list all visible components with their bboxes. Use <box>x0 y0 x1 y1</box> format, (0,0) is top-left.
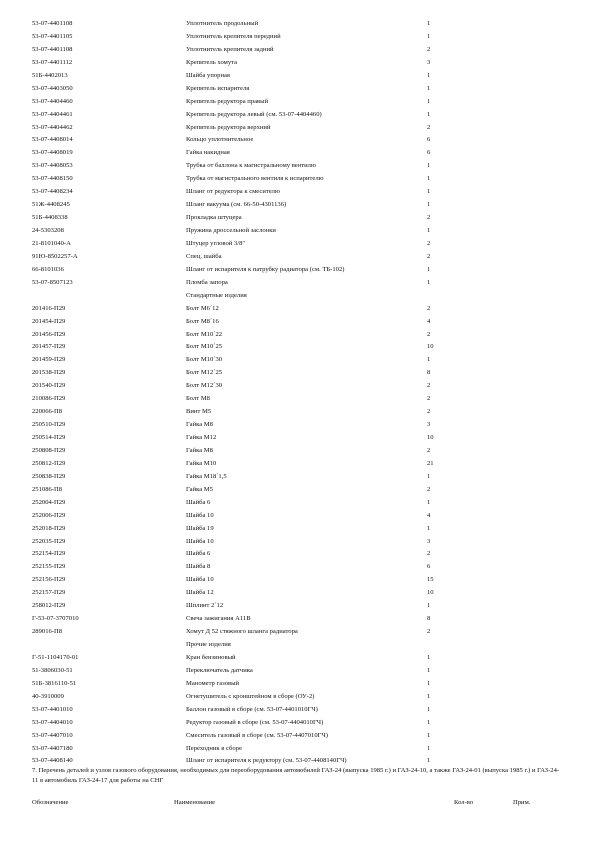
table-row <box>0 18 595 31</box>
table-row <box>0 277 595 290</box>
part-name: Болт М6´12 <box>186 304 219 312</box>
table-row <box>0 587 595 600</box>
part-qty: 8 <box>427 615 431 623</box>
part-code: 201456-П29 <box>32 330 66 338</box>
part-qty: 2 <box>427 214 431 222</box>
part-name: Кольцо уплотнительное <box>186 136 254 144</box>
table-row <box>0 186 595 199</box>
part-code: 53-07-4401108 <box>32 20 73 27</box>
part-qty: 4 <box>427 511 431 519</box>
part-qty: 2 <box>427 123 431 131</box>
part-code: 251086-П8 <box>32 485 63 493</box>
part-qty: 1 <box>427 744 431 752</box>
part-code: 40-3910009 <box>32 692 64 700</box>
table-row <box>0 471 595 484</box>
part-qty: 10 <box>427 343 434 351</box>
part-name: Шланг от испарителя к редуктору (см. 53-07-4408140ГЧ) <box>186 757 347 765</box>
table-row <box>0 561 595 574</box>
table-row <box>0 665 595 678</box>
part-code: 201454-П29 <box>32 317 66 325</box>
part-code: 51Б-3816110-51 <box>32 679 77 687</box>
part-name: Гайка накидная <box>186 149 230 157</box>
part-name: Крепитель редуктора правый <box>186 97 269 105</box>
part-qty: 6 <box>427 149 431 157</box>
part-name: Хомут Д 52 стяжного шланга радиатора <box>186 628 298 636</box>
table-row <box>0 510 595 523</box>
table-row <box>0 354 595 367</box>
table-row <box>0 497 595 510</box>
part-code: 21-8101040-А <box>32 239 71 247</box>
table-row <box>0 212 595 225</box>
part-name: Шланг вакуума (см. 66-50-4301136) <box>186 201 287 209</box>
part-code: 53-07-4408053 <box>32 162 73 170</box>
part-name: Шайба 6 <box>186 498 211 506</box>
part-name: Шайба 6 <box>186 550 211 558</box>
table-row <box>0 717 595 730</box>
part-code: 252157-П29 <box>32 589 66 597</box>
section-heading: Стандартные изделия <box>186 291 247 299</box>
part-name: Шайба 12 <box>186 589 214 597</box>
part-qty: 1 <box>427 524 431 532</box>
part-name: Гайка М10 <box>186 459 217 467</box>
part-qty: 1 <box>427 32 431 40</box>
part-name: Болт М8´16 <box>186 317 219 325</box>
part-qty: 3 <box>427 537 431 545</box>
part-code: 53-07-4401010 <box>32 705 73 713</box>
part-code: 252004-П29 <box>32 498 66 506</box>
column-header-row <box>0 797 595 809</box>
table-row <box>0 251 595 264</box>
part-code: 53-07-4408140 <box>32 757 73 765</box>
table-row <box>0 523 595 536</box>
part-qty: 10 <box>427 589 434 597</box>
part-name: Шайба упорная <box>186 71 230 79</box>
table-row <box>0 109 595 122</box>
table-row <box>0 264 595 277</box>
part-code: 252035-П29 <box>32 537 66 545</box>
part-name: Болт М12´25 <box>186 369 223 377</box>
part-qty: 1 <box>427 718 431 726</box>
part-name: Гайка М5 <box>186 485 213 493</box>
part-qty: 1 <box>427 84 431 92</box>
part-name: Баллон газовый в сборе (см. 53-07-4401010ГЧ) <box>186 705 318 713</box>
part-code: 53-07-4404462 <box>32 123 73 131</box>
part-qty: 1 <box>427 265 431 273</box>
part-qty: 1 <box>427 602 431 610</box>
part-qty: 1 <box>427 653 431 661</box>
part-qty: 1 <box>427 705 431 713</box>
part-qty: 1 <box>427 201 431 209</box>
part-qty: 3 <box>427 421 431 429</box>
part-name: Крепитель редуктора левый (см. 53-07-4404460) <box>186 110 322 118</box>
table-row <box>0 704 595 717</box>
part-code: 53-07-4401105 <box>32 32 73 40</box>
table-row <box>0 419 595 432</box>
part-qty: 4 <box>427 317 431 325</box>
part-code: 91Ю-8502257-А <box>32 252 78 260</box>
part-code: 53-07-4408019 <box>32 149 73 157</box>
part-name: Пружина дроссельной заслонки <box>186 227 276 234</box>
part-code: Г-51-1104170-01 <box>32 653 79 661</box>
part-name: Штуцер угловой 3/8″ <box>186 239 246 247</box>
section-heading-row <box>0 639 595 652</box>
table-row <box>0 83 595 96</box>
part-qty: 6 <box>427 563 431 571</box>
part-qty: 1 <box>427 356 431 364</box>
part-qty: 1 <box>427 97 431 105</box>
part-qty: 1 <box>427 188 431 196</box>
table-row <box>0 484 595 497</box>
part-qty: 2 <box>427 446 431 454</box>
part-name: Болт М8 <box>186 395 210 403</box>
part-name: Редуктор газовый в сборе (см. 53-07-4404010ГЧ) <box>186 718 324 726</box>
part-name: Шайба 10 <box>186 511 214 519</box>
part-name: Гайка М12 <box>186 434 217 441</box>
part-name: Свеча зажигания А11В <box>186 615 251 623</box>
part-qty: 1 <box>427 110 431 118</box>
table-row <box>0 44 595 57</box>
part-code: 66-8101036 <box>32 265 64 273</box>
table-row <box>0 367 595 380</box>
table-row <box>0 626 595 639</box>
part-name: Гайка М8 <box>186 421 213 429</box>
part-name: Трубка от баллона к магистральному вентилю <box>186 162 316 170</box>
table-row <box>0 613 595 626</box>
part-code: 53-07-4407010 <box>32 731 73 739</box>
part-qty: 1 <box>427 278 431 286</box>
table-row <box>0 536 595 549</box>
table-row <box>0 600 595 613</box>
section-heading-row <box>0 290 595 303</box>
part-name: Переключатель датчика <box>186 666 253 674</box>
part-name: Болт М12´30 <box>186 382 223 390</box>
part-qty: 2 <box>427 395 431 403</box>
part-qty: 8 <box>427 369 431 377</box>
part-qty: 6 <box>427 136 431 144</box>
part-name: Манометр газовый <box>186 679 240 687</box>
part-name: Гайка М8 <box>186 446 213 454</box>
table-row <box>0 432 595 445</box>
table-row <box>0 329 595 342</box>
part-qty: 1 <box>427 757 431 765</box>
part-qty: 2 <box>427 304 431 312</box>
parts-list <box>0 18 595 768</box>
table-row <box>0 730 595 743</box>
table-row <box>0 57 595 70</box>
part-code: 258012-П29 <box>32 602 66 610</box>
part-code: 53-07-4403050 <box>32 84 73 92</box>
part-name: Прокладка штуцера <box>186 214 242 222</box>
part-qty: 1 <box>427 472 431 480</box>
table-row <box>0 743 595 756</box>
footnote: 7. Перечень деталей и узлов газового оборудования, необходимых для переоборудования автомобилей ГАЗ-24 (выпуска 1985 г.) и ГАЗ-24-10, а также ГАЗ-24-01 (выпуска 1985 г.) и ГАЗ-24-11 в автомобиль ГАЗ-24-17 для работы на СНГ <box>32 767 560 784</box>
part-code: 53-07-4407180 <box>32 744 73 752</box>
part-code: 201416-П29 <box>32 304 66 312</box>
part-qty: 2 <box>427 239 431 247</box>
section-heading: Прочие изделия <box>186 641 231 648</box>
part-qty: 10 <box>427 434 434 441</box>
part-name: Крепитель испарителя <box>186 84 250 92</box>
part-qty: 1 <box>427 162 431 170</box>
part-qty: 2 <box>427 408 431 416</box>
part-qty: 1 <box>427 731 431 739</box>
part-code: 53-07-4401112 <box>32 58 73 66</box>
part-qty: 2 <box>427 628 431 636</box>
part-qty: 21 <box>427 459 434 467</box>
part-code: 53-07-4408014 <box>32 136 73 144</box>
part-qty: 1 <box>427 666 431 674</box>
part-name: Спец. шайба <box>186 252 222 260</box>
table-row <box>0 445 595 458</box>
part-name: Шайба 10 <box>186 576 214 584</box>
part-code: 220066-П8 <box>32 408 63 416</box>
table-row <box>0 548 595 561</box>
part-code: 252154-П29 <box>32 550 66 558</box>
part-code: 53-07-8507123 <box>32 278 73 286</box>
table-row <box>0 678 595 691</box>
table-row <box>0 316 595 329</box>
part-qty: 1 <box>427 71 431 79</box>
part-name: Уплотнитель крепителя передний <box>186 32 281 40</box>
part-code: 250514-П29 <box>32 434 66 441</box>
part-code: 51Б-4408338 <box>32 214 68 222</box>
part-code: 289016-П8 <box>32 628 63 636</box>
part-code: 24-5303208 <box>32 227 64 234</box>
part-name: Болт М10´22 <box>186 330 223 338</box>
part-code: 250812-П29 <box>32 459 66 467</box>
part-qty: 15 <box>427 576 434 584</box>
table-row <box>0 134 595 147</box>
part-code: 201540-П29 <box>32 382 66 390</box>
part-name: Переходник в сборе <box>186 744 242 752</box>
part-name: Шайба 19 <box>186 524 214 532</box>
table-row <box>0 173 595 186</box>
part-name: Кран бензиновый <box>186 653 236 661</box>
part-name: Шланг от редуктора к смесителю <box>186 188 280 196</box>
part-qty: 2 <box>427 550 431 558</box>
part-name: Крепитель хомута <box>186 58 238 66</box>
part-name: Пломба запора <box>186 278 228 286</box>
part-qty: 2 <box>427 382 431 390</box>
part-code: 51Б-4402013 <box>32 71 68 79</box>
part-name: Уплотнитель продольный <box>186 20 259 27</box>
part-code: 252156-П29 <box>32 576 66 584</box>
table-row <box>0 303 595 316</box>
part-qty: 2 <box>427 45 431 53</box>
part-code: 53-07-4408234 <box>32 188 73 196</box>
table-row <box>0 225 595 238</box>
table-row <box>0 393 595 406</box>
table-row <box>0 380 595 393</box>
part-code: 250510-П29 <box>32 421 66 429</box>
part-code: 53-07-4404461 <box>32 110 73 118</box>
table-row <box>0 160 595 173</box>
part-qty: 1 <box>427 498 431 506</box>
table-row <box>0 574 595 587</box>
part-name: Шплинт 2´12 <box>186 602 224 610</box>
table-row <box>0 31 595 44</box>
column-header-designation: Обозначение <box>32 799 69 806</box>
part-name: Болт М10´30 <box>186 356 223 364</box>
part-code: 250808-П29 <box>32 446 66 454</box>
part-qty: 3 <box>427 58 431 66</box>
part-name: Шайба 10 <box>186 537 214 545</box>
part-qty: 2 <box>427 485 431 493</box>
column-header-name: Наименование <box>174 799 216 806</box>
part-code: 51-3806030-51 <box>32 666 73 674</box>
part-code: 210086-П29 <box>32 395 66 403</box>
part-code: 201538-П29 <box>32 369 66 377</box>
part-qty: 1 <box>427 679 431 687</box>
part-name: Винт М5 <box>186 408 212 416</box>
part-name: Смеситель газовый в сборе (см. 53-07-4407010ГЧ) <box>186 731 328 739</box>
part-qty: 2 <box>427 330 431 338</box>
part-code: 53-07-4404010 <box>32 718 73 726</box>
part-name: Шайба 8 <box>186 563 211 571</box>
table-row <box>0 691 595 704</box>
part-code: Г-53-07-3707010 <box>32 615 79 623</box>
part-code: 252018-П29 <box>32 524 66 532</box>
table-row <box>0 96 595 109</box>
part-code: 53-07-4404460 <box>32 97 73 105</box>
part-name: Гайка М18´1,5 <box>186 472 227 480</box>
part-code: 201459-П29 <box>32 356 66 364</box>
part-qty: 1 <box>427 692 431 700</box>
part-code: 51Ж-4408245 <box>32 201 70 209</box>
table-row <box>0 652 595 665</box>
table-row <box>0 147 595 160</box>
column-header-qty: Кол-во <box>454 799 474 806</box>
part-name: Крепитель редуктора верхний <box>186 123 271 131</box>
part-name: Огнетушитель с кронштейном в сборе (ОУ-2) <box>186 692 315 700</box>
part-qty: 2 <box>427 252 431 260</box>
part-name: Шланг от испарителя к патрубку радиатора (см. ТБ-102) <box>186 265 345 273</box>
part-qty: 1 <box>427 175 431 183</box>
part-qty: 1 <box>427 227 431 234</box>
part-code: 250838-П29 <box>32 472 66 480</box>
table-row <box>0 199 595 212</box>
table-row <box>0 458 595 471</box>
table-row <box>0 238 595 251</box>
table-row <box>0 341 595 354</box>
part-code: 53-07-4408150 <box>32 175 73 183</box>
part-code: 201457-П29 <box>32 343 66 351</box>
column-header-note: Прим. <box>513 799 531 806</box>
part-qty: 1 <box>427 20 431 27</box>
part-name: Уплотнитель крепителя задний <box>186 45 274 53</box>
part-code: 252006-П29 <box>32 511 66 519</box>
table-row <box>0 70 595 83</box>
part-code: 252155-П29 <box>32 563 66 571</box>
part-name: Трубка от магистрального вентиля к испарителю <box>186 175 324 183</box>
part-code: 53-07-4401108 <box>32 45 73 53</box>
part-name: Болт М10´25 <box>186 343 223 351</box>
table-row <box>0 406 595 419</box>
table-row <box>0 122 595 135</box>
